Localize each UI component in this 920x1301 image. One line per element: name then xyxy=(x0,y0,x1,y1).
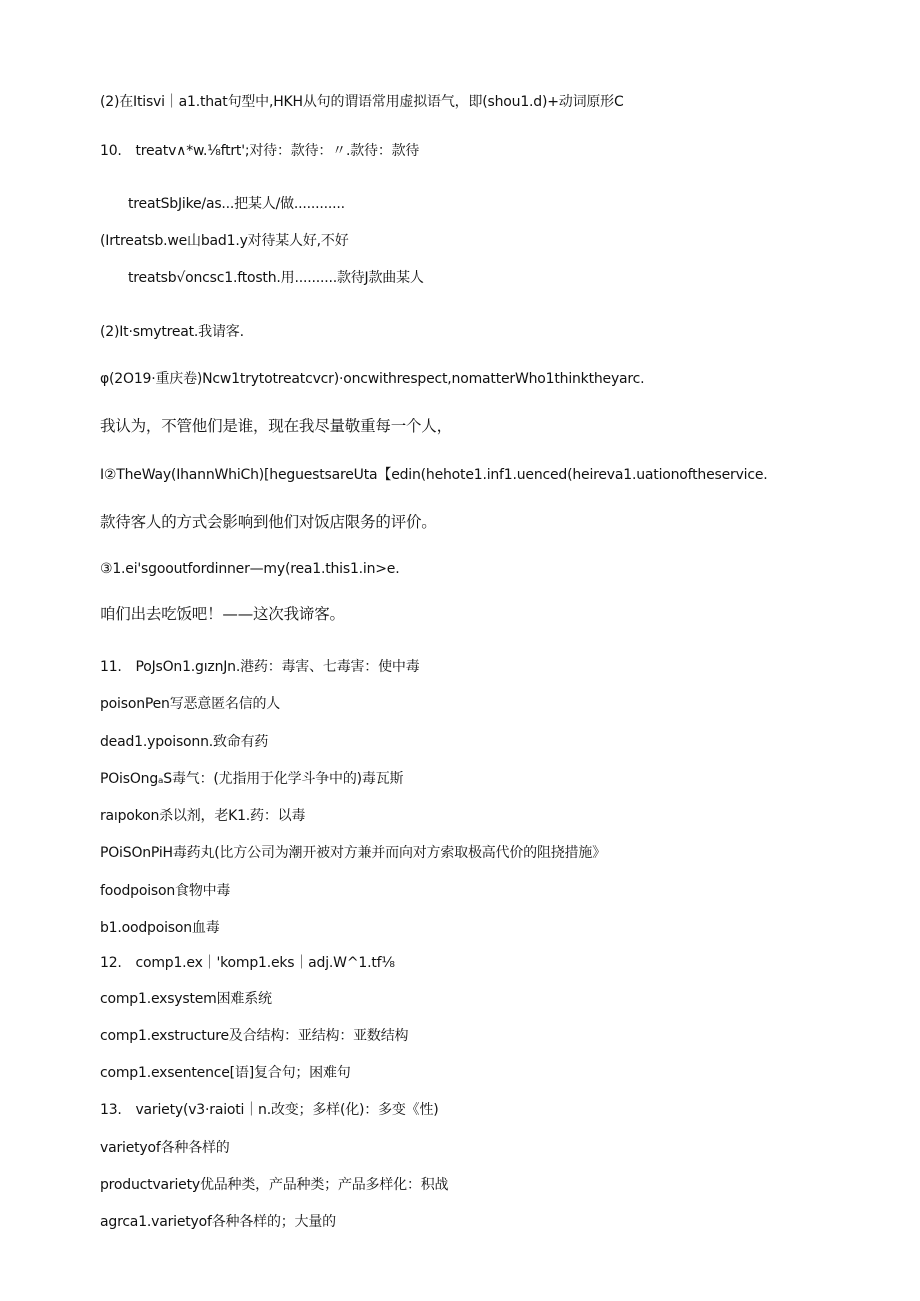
text-line: POisOngₐS毒气：(尤指用于化学斗争中的)毒瓦斯 xyxy=(100,771,404,787)
text-line: 我认为，不管他们是谁，现在我尽量敬重每一个人， xyxy=(100,417,452,435)
text-line: treatSbJike/as...把某人/做............ xyxy=(128,196,345,212)
text-line: comp1.exsystem困难系统 xyxy=(100,991,272,1007)
text-line: comp1.exsentence[语]复合句；困难句 xyxy=(100,1065,351,1081)
text-line: foodpoison食物中毒 xyxy=(100,883,231,899)
text-line: 12. comp1.ex｜'komp1.eks｜adj.W^1.tf⅛ xyxy=(100,955,395,971)
text-line: agrca1.varietyof各种各样的；大量的 xyxy=(100,1214,336,1230)
text-line: (2)在Itisvi｜a1.that句型中,HKH从句的谓语常用虚拟语气，即(shou1.d)+动词原形C xyxy=(100,94,624,110)
text-line: φ(2O19·重庆卷)Ncw1trytotreatcvcr)·oncwithrespect,nomatterWho1thinktheyarc. xyxy=(100,371,645,387)
text-line: dead1.ypoisonn.致命有药 xyxy=(100,734,269,750)
text-line: POiSOnPiH毒药丸(比方公司为潮开被对方兼并而向对方索取极高代价的阻挠措施》 xyxy=(100,845,606,861)
text-line: ③1.ei'sgooutfordinner—my(rea1.this1.in>e. xyxy=(100,561,400,577)
text-line: I②TheWay(IhannWhiCh)[heguestsareUta【edin(hehote1.inf1.uenced(heireva1.uationoftheservice. xyxy=(100,467,768,483)
text-line: (2)It·smytreat.我请客. xyxy=(100,324,244,340)
text-line: poisonPen写恶意匿名信的人 xyxy=(100,696,281,712)
text-line: (Irtreatsb.we山bad1.y对待某人好,不好 xyxy=(100,233,349,249)
text-line: varietyof各种各样的 xyxy=(100,1140,230,1156)
text-line: raıpokon杀以剂，老K1.药：以毒 xyxy=(100,808,306,824)
text-line: 咱们出去吃饭吧！——这次我谛客。 xyxy=(100,605,345,623)
text-line: 款待客人的方式会影响到他们对饭店限务的评价。 xyxy=(100,513,437,531)
text-line: treatsb√oncsc1.ftosth.用..........款待J款曲某人 xyxy=(128,270,424,286)
text-line: comp1.exstructure及合结构：亚结构：亚数结构 xyxy=(100,1028,409,1044)
text-line: productvariety优品种类，产品种类；产品多样化：积战 xyxy=(100,1177,449,1193)
text-line: 10. treatv∧*w.⅛ftrt';对待：款待：〃.款待：款待 xyxy=(100,143,420,159)
text-line: b1.oodpoison血毒 xyxy=(100,920,220,936)
text-line: 13. variety(v3·raioti｜n.改变；多样(化)：多变《性) xyxy=(100,1102,439,1118)
text-line: 11. PoJsOn1.gıznJn.港药：毒害、七毒害：使中毒 xyxy=(100,659,420,675)
